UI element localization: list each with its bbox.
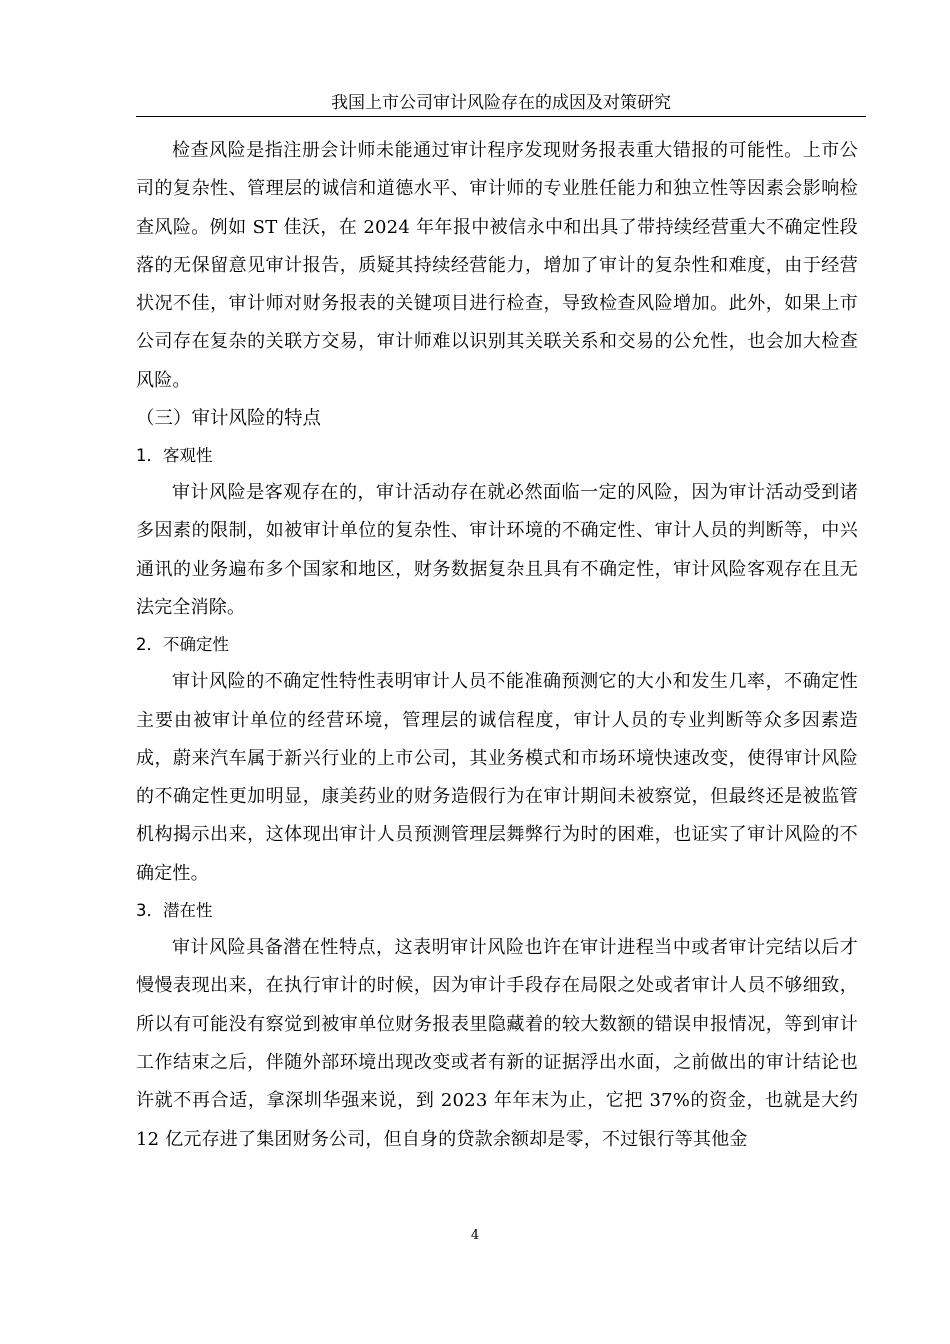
subheading-uncertainty: 2．不确定性 [136,635,229,655]
subheading-objectivity: 1．客观性 [136,446,213,466]
header-rule [136,116,866,117]
section-heading-audit-risk-features: （三）审计风险的特点 [136,408,322,430]
page-number: 4 [470,1228,480,1243]
running-header-title: 我国上市公司审计风险存在的成因及对策研究 [331,93,671,113]
paragraph-latency: 审计风险具备潜在性特点，这表明审计风险也许在审计进程当中或者审计完结以后才慢慢表现出来，在执行审计的时候，因为审计手段存在局限之处或者审计人员不够细致，所以有可能没有察觉到被审单位财务报表里隐藏着的较大数额的错误申报情况，等到审计工作结束之后，伴随外部环境出现改变或者有新的证据浮出水面，之前做出的审计结论也许就不再合适，拿深圳华强来说，到 2023 年年末为止，它把 37%的资金，也就是大约 12 亿元存进了集团财务公司，但自身的贷款余额却是零，不过银行等其他金 [136,937,858,1150]
paragraph-uncertainty: 审计风险的不确定性特性表明审计人员不能准确预测它的大小和发生几率，不确定性主要由被审计单位的经营环境，管理层的诚信程度，审计人员的专业判断等众多因素造成，蔚来汽车属于新兴行业的上市公司，其业务模式和市场环境快速改变，使得审计风险的不确定性更加明显，康美药业的财务造假行为在审计期间未被察觉，但最终还是被监管机构揭示出来，这体现出审计人员预测管理层舞弊行为时的困难，也证实了审计风险的不确定性。 [136,671,858,884]
page-content [136,132,858,1159]
paragraph-detection-risk: 检查风险是指注册会计师未能通过审计程序发现财务报表重大错报的可能性。上市公司的复杂性、管理层的诚信和道德水平、审计师的专业胜任能力和独立性等因素会影响检查风险。例如 ST 佳沃，在 2024 年年报中被信永中和出具了带持续经营重大不确定性段落的无保留意见审计报告，质疑其持续经营能力，增加了审计的复杂性和难度，由于经营状况不佳，审计师对财务报表的关键项目进行检查，导致检查风险增加。此外，如果上市公司存在复杂的关联方交易，审计师难以识别其关联关系和交易的公允性，也会加大检查风险。 [136,140,858,391]
subheading-latency: 3．潜在性 [136,901,213,921]
paragraph-objectivity: 审计风险是客观存在的，审计活动存在就必然面临一定的风险，因为审计活动受到诸多因素的限制，如被审计单位的复杂性、审计环境的不确定性、审计人员的判断等，中兴通讯的业务遍布多个国家和地区，财务数据复杂且具有不确定性，审计风险客观存在且无法完全消除。 [136,482,858,618]
